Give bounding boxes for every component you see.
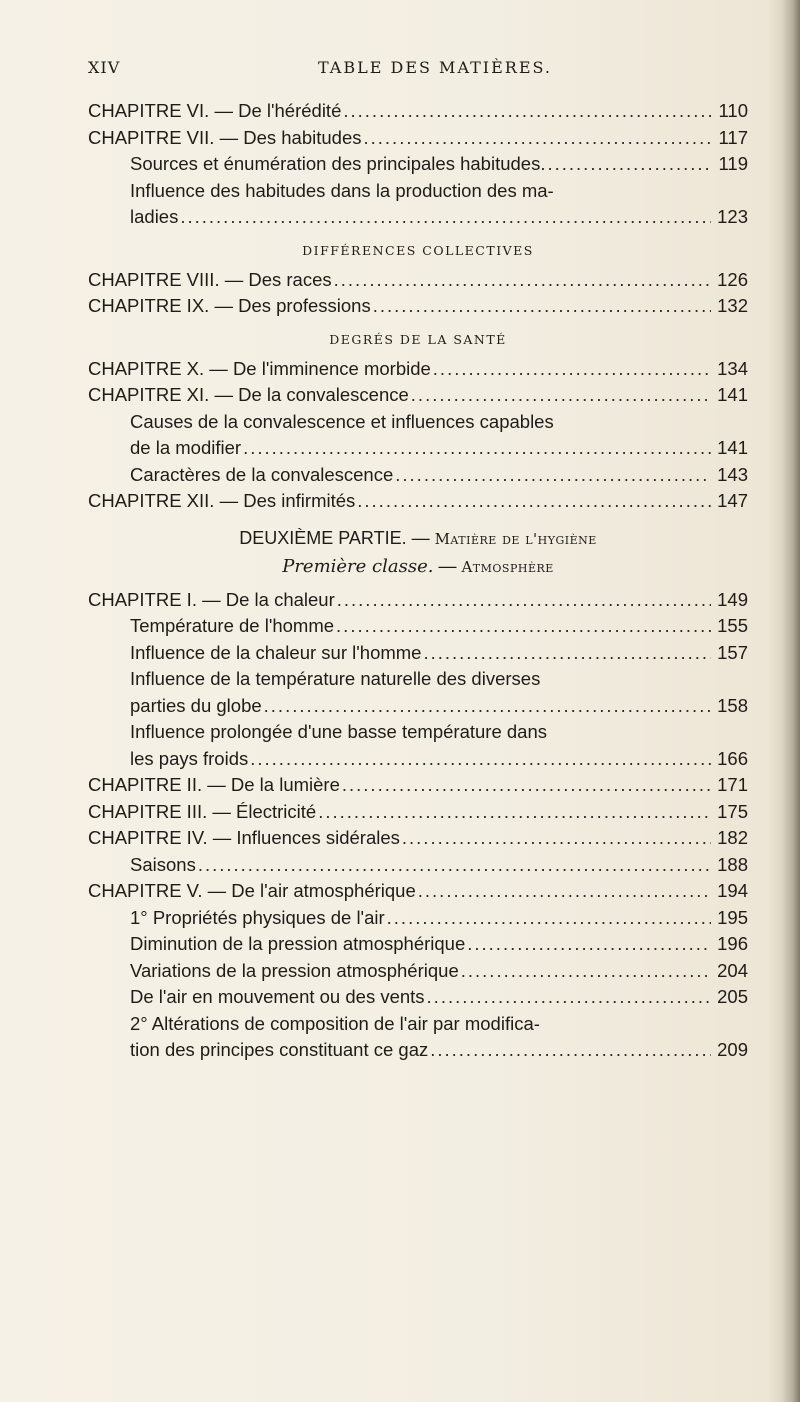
toc-entry — [88, 615, 748, 642]
toc-entry-title: de la modifier — [130, 437, 242, 458]
toc-entry-page: 171 — [717, 774, 748, 795]
toc-entry-line: 2° Altérations de composition de l'air par modifica- — [130, 1012, 540, 1034]
leader-dots — [337, 589, 711, 611]
leader-dots — [467, 933, 711, 955]
toc-entry-title: Saisons — [130, 853, 196, 875]
leader-dots — [433, 358, 711, 380]
toc-entry-page: 110 — [718, 100, 748, 121]
toc-entry-page: 117 — [718, 126, 748, 148]
leader-dots — [198, 854, 711, 876]
toc-entry — [88, 695, 748, 722]
toc-entry-page: 205 — [717, 986, 748, 1007]
toc-entry — [88, 464, 748, 491]
toc-entry-title: Influence de la chaleur sur l'homme — [130, 641, 422, 663]
leader-dots — [430, 1039, 711, 1061]
leader-dots — [334, 269, 711, 291]
toc-entry-page: 175 — [717, 800, 748, 822]
toc-entry-page: 157 — [717, 641, 748, 663]
toc-entry-page: 182 — [717, 827, 748, 848]
toc-entry — [88, 774, 748, 801]
toc-entry-title: Variations de la pression atmosphérique — [130, 959, 459, 981]
section-heading: DEGRÉS DE LA SANTÉ — [329, 331, 507, 347]
toc-entry-title: De l'air en mouvement ou des vents — [130, 986, 425, 1007]
toc-entry — [88, 358, 748, 385]
toc-entry-title: Caractères de la convalescence — [130, 463, 394, 485]
toc-entry-title: CHAPITRE I. — De la chaleur — [88, 588, 335, 610]
part-subtitle: Matière de l'hygiène — [434, 529, 597, 548]
part-heading — [88, 517, 748, 551]
leader-dots — [411, 384, 711, 406]
toc-entry — [88, 206, 748, 233]
toc-entry — [88, 960, 748, 987]
toc-entry-page: 158 — [717, 694, 748, 716]
toc-entry-line: Influence de la température naturelle des diverses — [130, 668, 541, 689]
leader-dots — [180, 206, 711, 228]
leader-dots — [547, 153, 712, 175]
toc-entry — [88, 642, 748, 669]
leader-dots — [387, 907, 711, 929]
leader-dots — [364, 127, 713, 149]
toc-entry-page: 204 — [717, 959, 748, 981]
toc-entry — [88, 1039, 748, 1066]
toc-entry-title: Température de l'homme — [130, 615, 335, 636]
toc-entry — [88, 384, 748, 411]
leader-dots — [461, 960, 711, 982]
toc-entry-page: 132 — [717, 295, 748, 316]
toc-entry-page: 119 — [718, 153, 748, 174]
leader-dots — [427, 986, 712, 1008]
class-name: Atmosphère — [461, 557, 554, 576]
running-title: TABLE DES MATIÈRES. — [318, 58, 552, 77]
class-separator: — — [433, 555, 462, 576]
toc-entry — [88, 437, 748, 464]
toc-entry-title: parties du globe — [130, 694, 262, 716]
toc-entry — [88, 907, 748, 934]
toc-entry — [88, 933, 748, 960]
leader-dots — [343, 100, 712, 122]
toc-entry — [88, 127, 748, 154]
leader-dots — [423, 642, 711, 664]
toc-entry-title: CHAPITRE XII. — Des infirmités — [88, 490, 356, 511]
toc-entry — [88, 801, 748, 828]
toc-entry — [88, 986, 748, 1013]
toc-entry-page: 149 — [717, 588, 748, 610]
toc-entry-title: ladies — [130, 206, 179, 227]
toc-entry — [88, 748, 748, 775]
toc-entry-title: CHAPITRE VIII. — Des races — [88, 268, 332, 290]
toc-entry-title: CHAPITRE X. — De l'imminence morbide — [88, 357, 431, 379]
leader-dots — [342, 774, 711, 796]
toc-entry-page: 195 — [717, 906, 748, 928]
class-heading — [88, 551, 748, 589]
leader-dots — [336, 615, 711, 637]
toc-entry-title: CHAPITRE III. — Électricité — [88, 800, 317, 822]
class-label: Première classe. — [282, 555, 434, 577]
toc-entry-page: 143 — [717, 463, 748, 485]
toc-entry-title: Diminution de la pression atmosphérique — [130, 933, 466, 954]
leader-dots — [395, 464, 711, 486]
leader-dots — [373, 295, 711, 317]
toc-entry-title: CHAPITRE VI. — De l'hérédité — [88, 100, 342, 121]
leader-dots — [264, 695, 711, 717]
toc-entry-page: 166 — [717, 747, 748, 769]
toc-entry — [88, 153, 748, 180]
table-of-contents — [88, 100, 748, 1066]
running-header — [88, 58, 748, 82]
toc-entry-title: CHAPITRE VII. — Des habitudes — [88, 126, 362, 148]
page-number: XIV — [88, 58, 121, 77]
toc-entry-title: CHAPITRE IV. — Influences sidérales — [88, 827, 400, 848]
toc-entry-line: Influence des habitudes dans la production des ma- — [130, 179, 554, 201]
toc-entry — [88, 589, 748, 616]
toc-entry — [88, 854, 748, 881]
part-label: DEUXIÈME PARTIE. — — [239, 527, 435, 548]
toc-entry-page: 196 — [717, 933, 748, 954]
toc-entry-page: 123 — [717, 206, 748, 227]
section-heading: DIFFÉRENCES COLLECTIVES — [302, 242, 534, 258]
toc-entry-title: CHAPITRE IX. — Des professions — [88, 295, 371, 316]
toc-entry-title: CHAPITRE V. — De l'air atmosphérique — [88, 880, 416, 901]
toc-entry-page: 155 — [717, 615, 748, 636]
toc-entry-page: 141 — [717, 437, 748, 458]
toc-entry-page: 141 — [717, 384, 748, 405]
toc-entry — [88, 100, 748, 127]
toc-entry — [88, 880, 748, 907]
toc-entry-page: 134 — [717, 357, 748, 379]
page-gutter-shadow — [782, 0, 800, 1402]
toc-entry-title: les pays froids — [130, 747, 249, 769]
toc-entry — [88, 827, 748, 854]
leader-dots — [402, 827, 711, 849]
toc-entry-page: 194 — [717, 880, 748, 901]
toc-entry-title: Sources et énumération des principales habitudes. — [130, 153, 546, 174]
toc-entry-page: 209 — [717, 1039, 748, 1060]
toc-entry — [88, 490, 748, 517]
leader-dots — [243, 437, 711, 459]
toc-entry-page: 126 — [717, 268, 748, 290]
toc-entry — [88, 295, 748, 322]
toc-entry-page: 147 — [717, 490, 748, 511]
leader-dots — [250, 748, 711, 770]
leader-dots — [418, 880, 711, 902]
toc-entry-title: 1° Propriétés physiques de l'air — [130, 906, 385, 928]
toc-entry-title: CHAPITRE II. — De la lumière — [88, 774, 340, 795]
toc-entry-page: 188 — [717, 853, 748, 875]
toc-entry-title: CHAPITRE XI. — De la convalescence — [88, 384, 409, 405]
leader-dots — [357, 490, 711, 512]
toc-entry-line: Causes de la convalescence et influences capables — [130, 410, 554, 432]
toc-entry-line: Influence prolongée d'une basse température dans — [130, 721, 547, 742]
toc-entry — [88, 269, 748, 296]
leader-dots — [318, 801, 711, 823]
toc-entry-title: tion des principes constituant ce gaz — [130, 1039, 429, 1060]
